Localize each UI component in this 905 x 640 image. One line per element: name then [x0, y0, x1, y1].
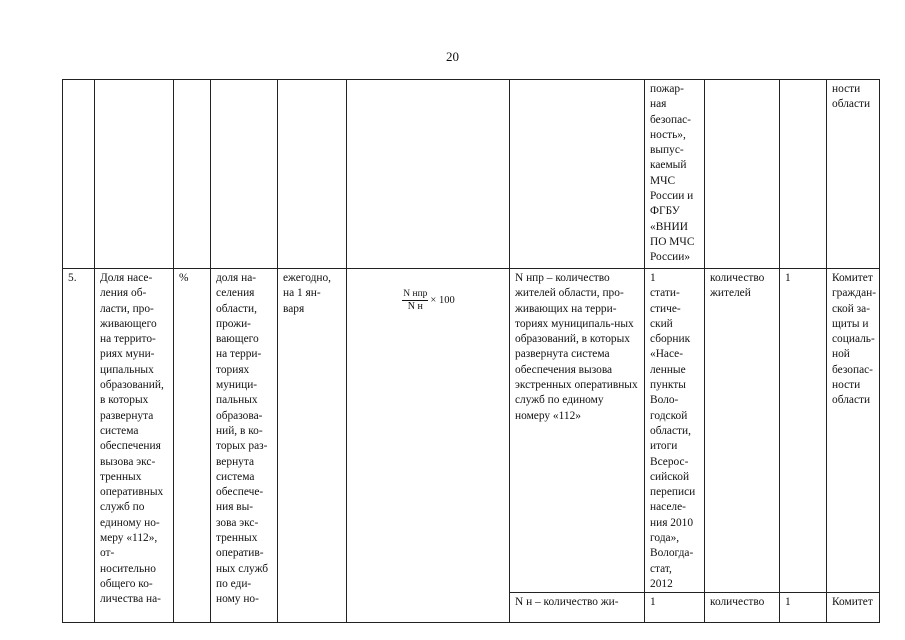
- cell-variable-description: N н – количество жи-: [510, 593, 645, 623]
- cell-unit: %: [174, 269, 211, 623]
- cell-formula: [347, 269, 510, 623]
- cell-indicator-empty: [95, 80, 174, 269]
- cell-source-tail: пожар- ная безопас- ность», выпус- каемый МЧС России и ФГБУ «ВНИИ ПО МЧС России»: [645, 80, 705, 269]
- cell-responsible-tail: ности области: [827, 80, 880, 269]
- cell-row-number: 5.: [63, 269, 95, 623]
- table-row-5: [63, 269, 880, 593]
- table-row-continued: [63, 80, 880, 269]
- cell-definition: доля на- селения области, прожи- вающего на терри- ториях муници- пальных образова- ний, в ко- торых раз- вернута система обеспече- ния вы- зова экс- тренных оператив- ных служб по еди- ному но-: [211, 269, 278, 623]
- cell-definition-empty: [211, 80, 278, 269]
- cell-responsible: Комитет: [827, 593, 880, 623]
- cell-periodicity-empty: [278, 80, 347, 269]
- cell-formula-empty: [347, 80, 510, 269]
- cell-indicator-name: Доля насе- ления об- ласти, про- живающего на террито- риях муни- ципальных образований, в которых развернута система обеспечения вызова экс- тренных оперативных служб по единому но- меру «112», от- носительно общего ко- личества на-: [95, 269, 174, 623]
- cell-population: количество жителей: [705, 269, 780, 593]
- indicators-table: [62, 79, 880, 623]
- cell-population-empty: [705, 80, 780, 269]
- formula-numerator: N нпр: [403, 289, 428, 300]
- formula-fraction: [402, 289, 428, 312]
- page-number: 20: [446, 49, 459, 64]
- cell-sample-empty: [780, 80, 827, 269]
- formula-multiplier: × 100: [430, 295, 455, 307]
- cell-sample: 1: [780, 269, 827, 593]
- cell-unit-empty: [174, 80, 211, 269]
- formula-denominator: N н: [407, 301, 423, 313]
- cell-collection-method: 1: [645, 593, 705, 623]
- cell-variable-description: N нпр – количество жителей области, про-живающих на терри-ториях муниципаль-ных образований, в которых развернута система обеспечения вызова экстренных оперативных служб по единому номеру «112»: [510, 269, 645, 593]
- cell-number-empty: [63, 80, 95, 269]
- formula: [402, 289, 454, 312]
- cell-responsible: Комитет граждан- ской за- щиты и социаль- ной безопас- ности области: [827, 269, 880, 593]
- cell-variable-empty: [510, 80, 645, 269]
- cell-sample: 1: [780, 593, 827, 623]
- cell-population: количество: [705, 593, 780, 623]
- cell-periodicity: ежегодно, на 1 ян- варя: [278, 269, 347, 623]
- cell-collection-method: 1 стати- стиче- ский сборник «Насе- ленные пункты Воло- годской области, итоги Всерос- сийской переписи населе- ния 2010 года», Вологда- стат, 2012: [645, 269, 705, 593]
